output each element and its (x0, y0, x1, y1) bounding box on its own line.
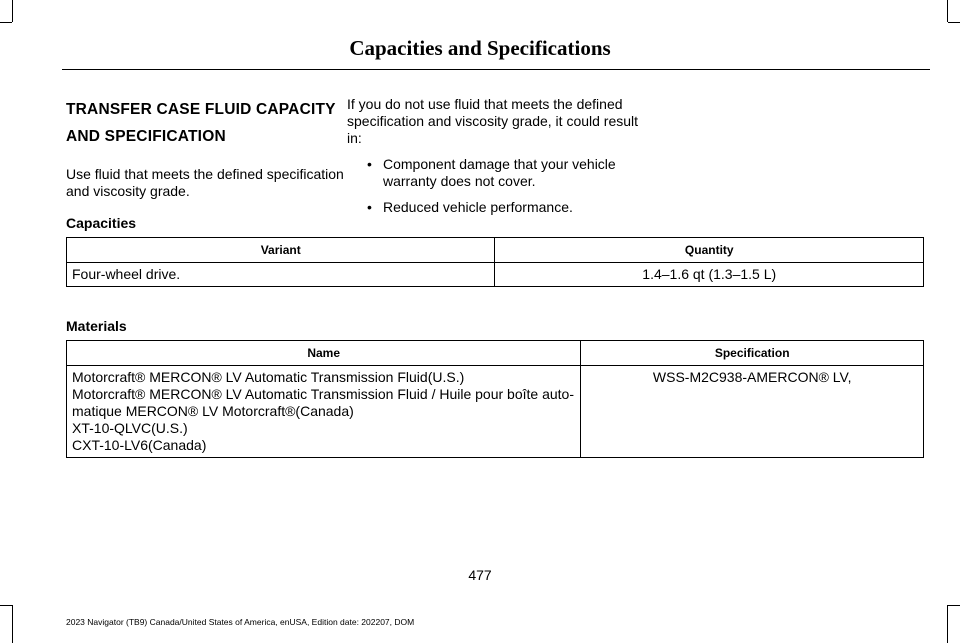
warning-paragraph: If you do not use fluid that meets the defined specification and viscosity grade, it could result in: (347, 96, 639, 146)
crop-mark-top-left-v (12, 0, 13, 22)
section-heading-line-1: TRANSFER CASE FLUID CAPACITY (66, 101, 336, 118)
crop-mark-bottom-left-v (12, 605, 13, 643)
column-header-specification: Specification (581, 341, 924, 366)
table-header-row (67, 341, 924, 366)
list-item-text: Reduced vehicle performance. (383, 199, 573, 215)
bullet-icon: • (367, 156, 372, 172)
quantity-cell: 1.4–1.6 qt (1.3–1.5 L) (495, 263, 924, 287)
crop-mark-top-left-h (0, 22, 12, 23)
crop-mark-top-right-h (948, 22, 960, 23)
material-name-line: Motorcraft® MERCON® LV Automatic Transmission Fluid(U.S.) (72, 369, 465, 385)
material-name-line: CXT-10-LV6(Canada) (72, 437, 207, 453)
section-heading-line-2: AND SPECIFICATION (66, 128, 226, 145)
column-header-variant: Variant (67, 238, 495, 263)
crop-mark-bottom-right-h (948, 605, 960, 606)
bullet-icon: • (367, 199, 372, 215)
page-number: 477 (468, 567, 492, 583)
material-name-cell (67, 366, 581, 458)
intro-paragraph: Use fluid that meets the defined specification and viscosity grade. (66, 166, 344, 199)
table-header-row (67, 238, 924, 263)
list-item (347, 199, 642, 216)
list-item-text: Component damage that your vehicle warranty does not cover. (383, 156, 616, 189)
capacities-table (66, 237, 924, 287)
table-row (67, 366, 924, 458)
left-column (66, 96, 346, 200)
consequence-list (347, 156, 642, 216)
material-name-line: Motorcraft® MERCON® LV Automatic Transmission Fluid / Huile pour boîte auto- (72, 386, 574, 402)
edition-footer: 2023 Navigator (TB9) Canada/United States of America, enUSA, Edition date: 202207, DOM (66, 617, 415, 627)
material-name-line: XT-10-QLVC(U.S.) (72, 420, 188, 436)
crop-mark-bottom-right-v (947, 605, 948, 643)
variant-cell: Four-wheel drive. (67, 263, 495, 287)
table-row (67, 263, 924, 287)
right-column (347, 96, 642, 216)
crop-mark-bottom-left-h (0, 605, 12, 606)
specification-cell: WSS-M2C938-AMERCON® LV, (581, 366, 924, 458)
crop-mark-top-right-v (947, 0, 948, 22)
header-divider (62, 69, 930, 70)
page-title: Capacities and Specifications (349, 36, 611, 60)
section-heading (66, 96, 346, 150)
column-header-name: Name (67, 341, 581, 366)
material-name-line: matique MERCON® LV Motorcraft®(Canada) (72, 403, 354, 419)
list-item (347, 156, 642, 190)
column-header-quantity: Quantity (495, 238, 924, 263)
capacities-label: Capacities (66, 215, 137, 231)
materials-label: Materials (66, 318, 127, 334)
materials-table (66, 340, 924, 458)
